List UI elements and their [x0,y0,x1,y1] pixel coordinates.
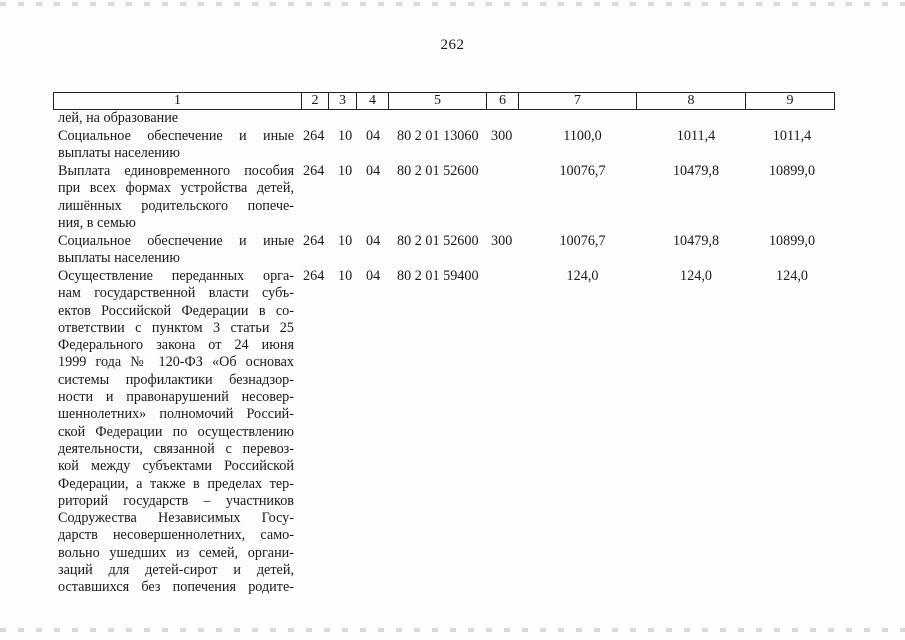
description-line: при всех формах устройства детей, [58,180,294,197]
description-line: деятельности, связанной с перевоз- [58,440,294,457]
cell-col-2: 264 [303,233,325,249]
cell-col-5: 80 2 01 59400 [397,268,479,284]
description-line: Федерации, а также в пределах тер- [58,475,294,492]
description-line: Осуществление переданных орга- [58,268,294,284]
description-line: Содружества Независимых Госу- [58,510,294,527]
cell-col-8: 1011,4 [676,128,716,144]
row-description [58,233,294,268]
cell-col-4: 04 [366,233,381,249]
header-col-1: 1 [174,93,181,108]
cell-col-9: 10899,0 [768,163,816,179]
description-line: Федерального закона от 24 июня [58,337,294,354]
cell-col-8: 10479,8 [672,163,720,179]
cell-col-7: 10076,7 [559,163,606,179]
header-col-4: 4 [356,93,388,109]
cell-col-5: 80 2 01 52600 [397,233,479,249]
cell-col-2: 264 [303,128,325,144]
cell-col-4: 04 [366,268,381,284]
description-line: Социальное обеспечение и иные [58,233,294,249]
description-line: системы профилактики безнадзор- [58,371,294,388]
header-col-5: 5 [388,93,486,109]
cell-col-5: 80 2 01 13060 [397,128,479,144]
cell-col-7: 124,0 [566,268,599,284]
header-col-3: 3 [328,93,356,109]
header-col-6: 6 [486,93,518,109]
description-line: заций для детей-сирот и детей, [58,562,294,579]
row-description [58,163,294,232]
scan-edge-top [0,2,905,6]
description-line: шеннолетних» полномочий Россий- [58,406,294,423]
cell-col-3: 10 [338,233,353,249]
description-line: Социальное обеспечение и иные [58,128,294,144]
header-col-2: 2 [301,93,328,109]
cell-col-4: 04 [366,128,381,144]
cell-col-3: 10 [338,163,353,179]
table-header-row [53,92,835,110]
description-line: лишённых родительского попече- [58,197,294,214]
description-line: Выплата единовременного пособия [58,163,294,179]
description-line: ния, в семью [58,214,136,231]
header-col-9: 9 [745,93,834,109]
cell-col-9: 10899,0 [768,233,816,249]
cell-col-8: 10479,8 [672,233,720,249]
cell-col-4: 04 [366,163,381,179]
description-line: выплаты населению [58,250,180,267]
cell-col-7: 1100,0 [563,128,602,144]
description-line: ности и правонарушений несовер- [58,389,294,406]
description-line: лей, на образование [58,110,179,126]
cell-col-3: 10 [338,128,353,144]
description-line: кой между субъектами Российской [58,458,294,475]
description-line: вольно ушедших из семей, органи- [58,544,294,561]
row-description [58,128,294,163]
description-line: дарств несовершеннолетних, само- [58,527,294,544]
description-line: 1999 года № 120-ФЗ «Об основах [58,354,294,371]
row-description [58,268,294,597]
cell-col-8: 124,0 [680,268,712,284]
cell-col-5: 80 2 01 52600 [397,163,479,179]
description-line: нам государственной власти субъ- [58,285,294,302]
description-line: ской Федерации по осуществлению [58,423,294,440]
row-description [58,110,294,127]
page-number: 262 [440,37,465,53]
cell-col-6: 300 [491,233,513,249]
description-line: оставшихся без попечения родите- [58,579,294,596]
cell-col-7: 10076,7 [559,233,606,249]
cell-col-9: 1011,4 [772,128,812,144]
scan-edge-bottom [0,628,905,632]
header-col-8: 8 [636,93,745,109]
cell-col-2: 264 [303,268,325,284]
description-line: ответствии с пунктом 3 статьи 25 [58,319,294,336]
header-col-7: 7 [518,93,636,109]
description-line: ектов Российской Федерации в со- [58,302,294,319]
cell-col-6: 300 [491,128,513,144]
cell-col-9: 124,0 [776,268,808,284]
cell-col-3: 10 [338,268,353,284]
description-line: выплаты населению [58,145,180,162]
cell-col-2: 264 [303,163,325,179]
description-line: риторий государств – участников [58,492,294,509]
